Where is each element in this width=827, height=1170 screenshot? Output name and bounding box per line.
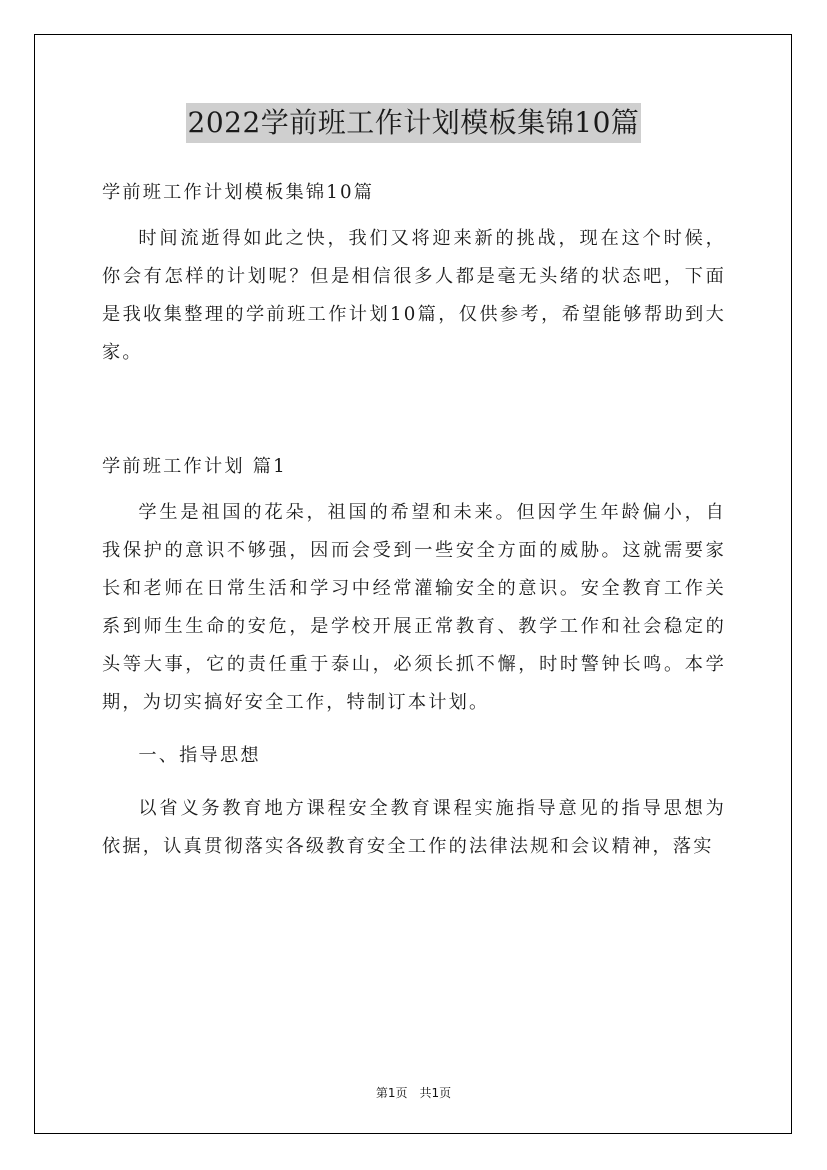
sub-heading: 一、指导思想 [138,745,261,766]
document-subtitle: 学前班工作计划模板集锦10篇 [102,182,375,203]
document-body [102,174,726,866]
intro-paragraph: 时间流逝得如此之快，我们又将迎来新的挑战，现在这个时候，你会有怎样的计划呢？但是相信很多人都是毫无头绪的状态吧，下面是我收集整理的学前班工作计划10篇，仅供参考，希望能够帮助到大家。 [102,228,726,363]
document-title-wrapper [0,103,827,143]
page-footer: 第1页 共1页 [375,1086,452,1100]
section-paragraph: 学生是祖国的花朵，祖国的希望和未来。但因学生年龄偏小，自我保护的意识不够强，因而会受到一些安全方面的威胁。这就需要家长和老师在日常生活和学习中经常灌输安全的意识。安全教育工作关系到师生生命的安危，是学校开展正常教育、教学工作和社会稳定的头等大事，它的责任重于泰山，必须长抓不懈，时时警钟长鸣。本学期，为切实搞好安全工作，特制订本计划。 [102,502,726,713]
document-title: 2022学前班工作计划模板集锦10篇 [186,103,642,143]
section-title: 学前班工作计划 篇1 [102,456,287,477]
guidance-paragraph: 以省义务教育地方课程安全教育课程实施指导意见的指导思想为依据，认真贯彻落实各级教育安全工作的法律法规和会议精神，落实 [102,798,726,857]
